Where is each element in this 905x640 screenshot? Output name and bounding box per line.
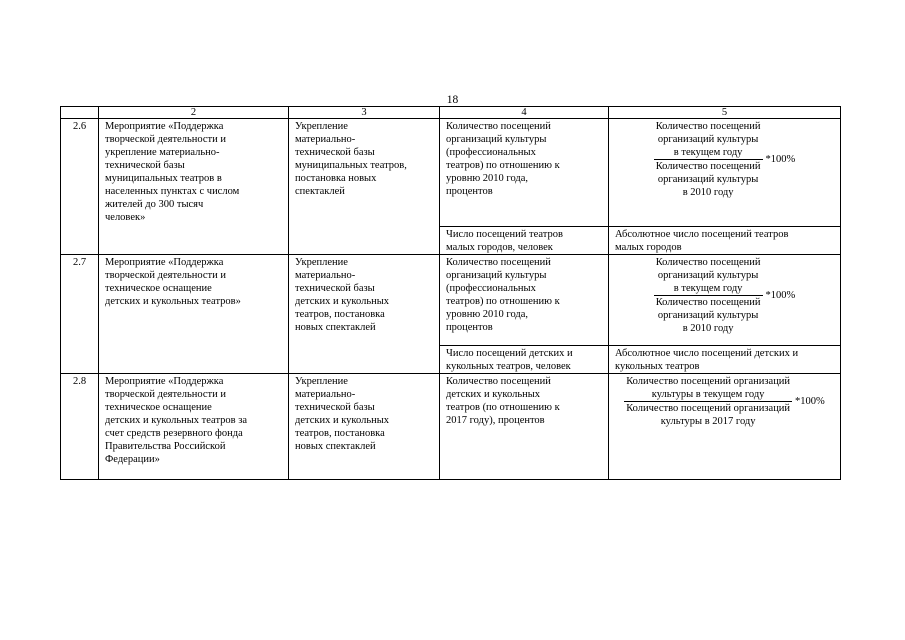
purpose-cell xyxy=(289,255,440,374)
text-line: малых городов xyxy=(615,242,682,253)
text-line: детских и кукольных театров» xyxy=(105,296,241,307)
header-cell: 3 xyxy=(289,107,440,119)
text-line: материально- xyxy=(295,134,356,145)
purpose-cell xyxy=(289,374,440,480)
event-cell xyxy=(99,374,289,480)
text-line: Количество посещений xyxy=(446,121,551,132)
formula xyxy=(615,256,834,335)
text-line: Количество посещений xyxy=(655,121,761,132)
header-cell: 2 xyxy=(99,107,289,119)
text-line: техническое оснащение xyxy=(105,283,212,294)
text-line: 2017 году), процентов xyxy=(446,415,545,426)
table-header-row xyxy=(61,107,841,119)
event-cell xyxy=(99,255,289,374)
formula-cell xyxy=(609,119,841,227)
row-number: 2.6 xyxy=(61,119,99,255)
text-line: в текущем году xyxy=(673,147,743,158)
text-line: театров (по отношению к xyxy=(446,402,560,413)
text-line: в 2010 году xyxy=(682,187,734,198)
text-line: счет средств резервного фонда xyxy=(105,428,243,439)
formula-numerator xyxy=(624,375,792,401)
text-line: Укрепление xyxy=(295,376,348,387)
text-line: уровню 2010 года, xyxy=(446,173,529,184)
text-line: организаций культуры xyxy=(446,134,547,145)
fraction xyxy=(654,120,763,199)
calculation-cell xyxy=(609,346,841,374)
text-line: Мероприятие «Поддержка xyxy=(105,257,224,268)
formula-denominator xyxy=(624,401,792,428)
text-line: материально- xyxy=(295,389,356,400)
text-line: Мероприятие «Поддержка xyxy=(105,376,224,387)
formula-numerator xyxy=(654,256,763,295)
text-line: малых городов, человек xyxy=(446,242,553,253)
event-cell xyxy=(99,119,289,255)
text-line: творческой деятельности и xyxy=(105,389,226,400)
text-line: культуры в 2017 году xyxy=(660,416,756,427)
text-line: Федерации» xyxy=(105,454,160,465)
text-line: (профессиональных xyxy=(446,283,536,294)
text-line: Укрепление xyxy=(295,121,348,132)
formula-cell xyxy=(609,255,841,346)
text-line: человек» xyxy=(105,212,146,223)
text-line: кукольных театров, человек xyxy=(446,361,571,372)
text-line: постановка новых xyxy=(295,173,377,184)
indicator-name-cell xyxy=(440,374,609,480)
formula xyxy=(615,120,834,199)
formula-denominator xyxy=(654,159,763,199)
table-row xyxy=(61,119,841,227)
text-line: театров) по отношению к xyxy=(446,296,560,307)
text-line: Количество посещений xyxy=(655,257,761,268)
text-line: Мероприятие «Поддержка xyxy=(105,121,224,132)
text-line: уровню 2010 года, xyxy=(446,309,529,320)
text-line: организаций культуры xyxy=(657,134,759,145)
text-line: в текущем году xyxy=(673,283,743,294)
text-line: материально- xyxy=(295,270,356,281)
fraction xyxy=(654,256,763,335)
text-line: новых спектаклей xyxy=(295,322,376,333)
table-row xyxy=(61,374,841,480)
text-line: Укрепление xyxy=(295,257,348,268)
text-line: детских и кукольных театров за xyxy=(105,415,248,426)
text-line: (профессиональных xyxy=(446,147,536,158)
text-line: детских и кукольных xyxy=(446,389,541,400)
text-line: укрепление материально- xyxy=(105,147,220,158)
text-line: Число посещений театров xyxy=(446,229,563,240)
page-number: 18 xyxy=(446,94,459,106)
formula-multiplier: *100% xyxy=(765,154,796,165)
header-cell xyxy=(61,107,99,119)
calculation-cell xyxy=(609,227,841,255)
measures-table xyxy=(60,106,841,480)
text-line: кукольных театров xyxy=(615,361,700,372)
indicator-name-cell xyxy=(440,346,609,374)
text-line: театров, постановка xyxy=(295,428,385,439)
formula-cell xyxy=(609,374,841,480)
formula xyxy=(615,375,834,428)
formula-numerator xyxy=(654,120,763,159)
text-line: Количество посещений организаций xyxy=(626,376,791,387)
text-line: Количество посещений организаций xyxy=(626,403,791,414)
text-line: населенных пунктах с числом xyxy=(105,186,240,197)
text-line: технической базы xyxy=(295,283,375,294)
row-number: 2.7 xyxy=(61,255,99,374)
text-line: Количество посещений xyxy=(446,257,551,268)
text-line: спектаклей xyxy=(295,186,345,197)
text-line: Правительства Российской xyxy=(105,441,226,452)
text-line: творческой деятельности и xyxy=(105,270,226,281)
header-cell: 5 xyxy=(609,107,841,119)
table-row xyxy=(61,255,841,346)
text-line: процентов xyxy=(446,322,493,333)
text-line: культуры в текущем году xyxy=(651,389,765,400)
formula-multiplier: *100% xyxy=(795,396,825,407)
text-line: театров) по отношению к xyxy=(446,160,560,171)
text-line: в 2010 году xyxy=(682,323,734,334)
text-line: технической базы xyxy=(295,402,375,413)
text-line: творческой деятельности и xyxy=(105,134,226,145)
indicator-name-cell xyxy=(440,119,609,227)
fraction xyxy=(624,375,792,428)
purpose-cell xyxy=(289,119,440,255)
indicator-name-cell xyxy=(440,255,609,346)
text-line: муниципальных театров в xyxy=(105,173,222,184)
text-line: организаций культуры xyxy=(657,174,759,185)
text-line: театров, постановка xyxy=(295,309,385,320)
text-line: организаций культуры xyxy=(657,270,759,281)
formula-multiplier: *100% xyxy=(765,290,796,301)
text-line: Абсолютное число посещений детских и xyxy=(615,348,799,359)
text-line: техническое оснащение xyxy=(105,402,212,413)
text-line: муниципальных театров, xyxy=(295,160,407,171)
text-line: детских и кукольных xyxy=(295,296,390,307)
text-line: Количество посещений xyxy=(446,376,551,387)
text-line: организаций культуры xyxy=(446,270,547,281)
text-line: Число посещений детских и xyxy=(446,348,573,359)
text-line: детских и кукольных xyxy=(295,415,390,426)
text-line: технической базы xyxy=(295,147,375,158)
text-line: Количество посещений xyxy=(655,161,761,172)
text-line: Количество посещений xyxy=(655,297,761,308)
indicator-name-cell xyxy=(440,227,609,255)
text-line: организаций культуры xyxy=(657,310,759,321)
row-number: 2.8 xyxy=(61,374,99,480)
text-line: жителей до 300 тысяч xyxy=(105,199,204,210)
header-cell: 4 xyxy=(440,107,609,119)
text-line: процентов xyxy=(446,186,493,197)
text-line: Абсолютное число посещений театров xyxy=(615,229,789,240)
text-line: новых спектаклей xyxy=(295,441,376,452)
text-line: технической базы xyxy=(105,160,185,171)
formula-denominator xyxy=(654,295,763,335)
